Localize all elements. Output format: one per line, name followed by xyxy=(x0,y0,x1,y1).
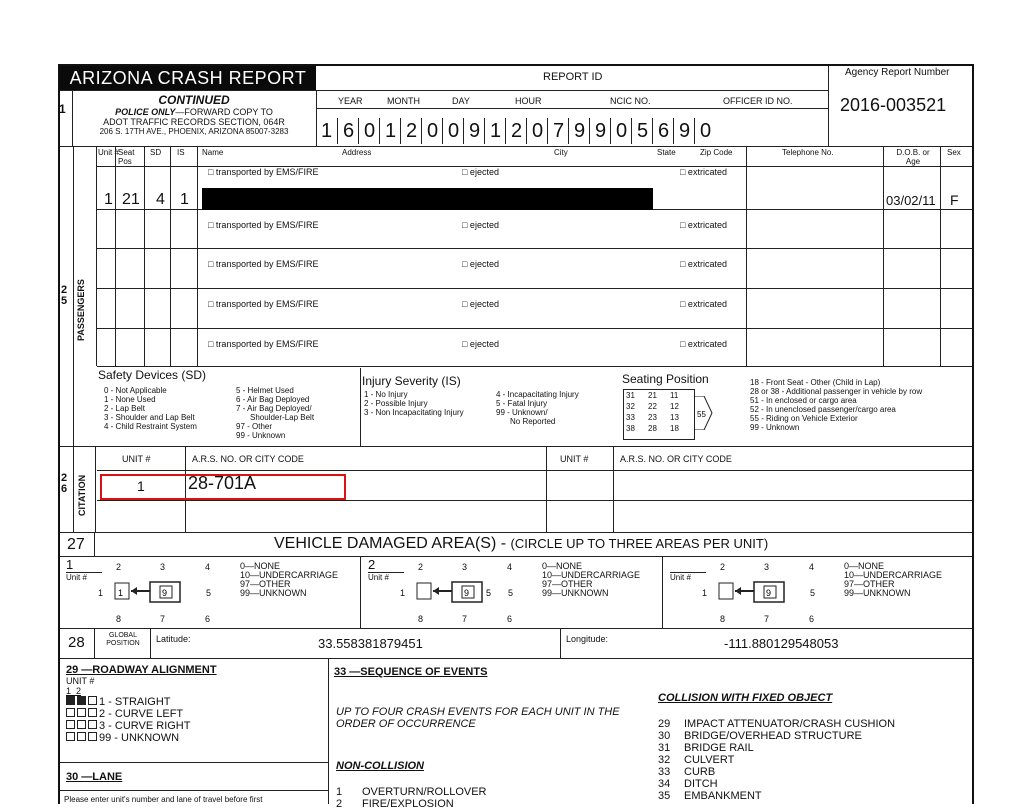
col-name: Name xyxy=(202,148,224,157)
damage-code: 0—NONE xyxy=(844,561,885,571)
seat-grid-cell: 38 xyxy=(626,424,635,433)
damage-box-value: 1 xyxy=(118,588,124,598)
seat-55: 55 xyxy=(697,410,706,419)
section-number: 28 xyxy=(68,634,85,651)
seat-grid-cell: 28 xyxy=(648,424,657,433)
fixed-object-item-label: EMBANKMENT xyxy=(684,790,762,802)
alignment-checkbox[interactable] xyxy=(77,696,86,705)
is-legend-item: 99 - Unknown/ xyxy=(496,408,548,417)
sd-legend-item: 6 - Air Bag Deployed xyxy=(236,395,310,404)
address-line-2: 206 S. 17TH AVE., PHOENIX, ARIZONA 85007-3283 xyxy=(99,127,289,136)
address-line-1: ADOT TRAFFIC RECORDS SECTION, 064R xyxy=(103,117,285,127)
col-sd: SD xyxy=(150,148,162,157)
alignment-option-label: 2 - CURVE LEFT xyxy=(99,708,184,720)
report-id-digit: 0 xyxy=(442,118,464,144)
damage-box-value: 9 xyxy=(162,588,168,598)
report-id-digit: 1 xyxy=(484,118,506,144)
seat-grid-cell: 21 xyxy=(648,391,657,400)
passenger-unit: 1 xyxy=(104,191,113,208)
damage-subtitle: (CIRCLE UP TO THREE AREAS PER UNIT) xyxy=(510,536,769,551)
sd-legend-item: 7 - Air Bag Deployed/ xyxy=(236,404,312,413)
damage-code: 0—NONE xyxy=(542,561,583,571)
damage-area-number[interactable]: 5 xyxy=(810,588,816,598)
citation-unit-label-2: UNIT # xyxy=(560,454,589,464)
col-zip: Zip Code xyxy=(700,148,733,157)
report-id-digit: 2 xyxy=(400,118,422,144)
is-legend-item: 2 - Possible Injury xyxy=(364,399,428,408)
alignment-section xyxy=(66,664,328,744)
alignment-checkbox[interactable] xyxy=(77,720,86,729)
damage-area-number[interactable]: 8 xyxy=(720,614,726,624)
events-title: 33 —SEQUENCE OF EVENTS xyxy=(334,666,488,678)
is-legend-item: 3 - Non Incapacitating Injury xyxy=(364,408,464,417)
section-number: 1 xyxy=(59,102,66,116)
seat-grid-cell: 23 xyxy=(648,413,657,422)
fixed-object-item-number: 31 xyxy=(658,742,671,754)
damage-area-number[interactable]: 6 xyxy=(507,614,513,624)
fixed-object-item-number: 30 xyxy=(658,730,671,742)
section-number: 2 6 xyxy=(61,472,68,495)
damage-area-number[interactable]: 4 xyxy=(507,562,513,572)
report-id-digit: 0 xyxy=(694,118,716,144)
seat-grid-cell: 11 xyxy=(670,391,679,400)
ejected-checkbox[interactable]: □ ejected xyxy=(462,339,499,349)
lane-text: Please enter unit's number and lane of travel before first xyxy=(64,795,263,804)
noncollision-title: NON-COLLISION xyxy=(336,760,424,772)
report-id-digit: 9 xyxy=(673,118,695,144)
vehicle-diagram xyxy=(718,580,798,606)
fixed-object-item-number: 35 xyxy=(658,790,671,802)
alignment-checkbox[interactable] xyxy=(88,708,97,717)
col-seat: Seat Pos xyxy=(118,148,135,166)
fixed-object-item xyxy=(658,766,895,778)
damage-area-number[interactable]: 4 xyxy=(205,562,211,572)
fixed-object-item xyxy=(658,730,895,742)
police-only-label: POLICE ONLY xyxy=(115,107,176,117)
report-id-digit: 7 xyxy=(547,118,569,144)
seat-grid-cell: 32 xyxy=(626,402,635,411)
ems-checkbox[interactable]: □ transported by EMS/FIRE xyxy=(208,259,319,269)
alignment-option xyxy=(66,732,328,744)
sd-legend-item: 3 - Shoulder and Lap Belt xyxy=(104,413,195,422)
alignment-option-label: 99 - UNKNOWN xyxy=(99,732,180,744)
report-id-digit: 0 xyxy=(421,118,443,144)
redacted-block xyxy=(202,188,653,210)
fixed-object-item xyxy=(658,790,895,802)
continued-label: CONTINUED xyxy=(158,93,230,107)
alignment-checkbox[interactable] xyxy=(77,708,86,717)
lon-label: Longitude: xyxy=(566,634,609,644)
damage-area-number[interactable]: 2 xyxy=(418,562,424,572)
damage-area-number[interactable]: 6 xyxy=(809,614,815,624)
seat-grid-cell: 31 xyxy=(626,391,635,400)
alignment-option xyxy=(66,696,328,708)
noncollision-list xyxy=(336,786,487,810)
alignment-checkbox[interactable] xyxy=(66,696,75,705)
alignment-option xyxy=(66,708,328,720)
report-id-digit: 9 xyxy=(568,118,590,144)
fixed-object-item xyxy=(658,778,895,790)
col-city: City xyxy=(554,148,568,157)
section-number: 2 5 xyxy=(61,284,68,307)
noncollision-item-number: 2 xyxy=(336,798,343,810)
citation-unit-value: 1 xyxy=(137,478,145,494)
damage-area-number[interactable]: 1 xyxy=(702,588,708,598)
sd-legend-item: 99 - Unknown xyxy=(236,431,286,440)
col-dob: D.O.B. or Age xyxy=(896,148,930,166)
seat-legend-item: 51 - In enclosed or cargo area xyxy=(750,396,857,405)
report-id-digit: 1 xyxy=(320,120,333,142)
extricated-checkbox[interactable]: □ extricated xyxy=(680,299,727,309)
damage-area-number[interactable]: 1 xyxy=(400,588,406,598)
ems-checkbox[interactable]: □ transported by EMS/FIRE xyxy=(208,299,319,309)
is-legend-item: No Reported xyxy=(510,417,556,426)
sd-legend-item: 0 - Not Applicable xyxy=(104,386,167,395)
damage-area-number[interactable]: 7 xyxy=(462,614,468,624)
fixed-object-item-label: CURB xyxy=(684,766,716,778)
day-label: DAY xyxy=(452,96,470,106)
alignment-option-label: 3 - CURVE RIGHT xyxy=(99,720,191,732)
report-id-digit: 0 xyxy=(526,118,548,144)
damage-area-number[interactable]: 4 xyxy=(809,562,815,572)
col-is: IS xyxy=(177,148,185,157)
seat-grid-cell: 13 xyxy=(670,413,679,422)
damage-area-number[interactable]: 1 xyxy=(98,588,104,598)
fixed-object-item-number: 29 xyxy=(658,718,671,730)
col-phone: Telephone No. xyxy=(782,148,834,157)
lane-title: 30 —LANE xyxy=(66,771,123,783)
alignment-units: 1 2 xyxy=(66,686,82,696)
damage-code: 97—OTHER xyxy=(844,579,895,589)
report-id-label: REPORT ID xyxy=(543,71,603,83)
noncollision-item xyxy=(336,786,487,798)
col-state: State xyxy=(657,148,676,157)
alignment-checkbox[interactable] xyxy=(88,732,97,741)
lat-value: 33.558381879451 xyxy=(318,636,423,651)
damage-area-number[interactable]: 7 xyxy=(764,614,770,624)
is-legend-item: 4 - Incapacitating Injury xyxy=(496,390,579,399)
damage-area-number[interactable]: 3 xyxy=(160,562,166,572)
ejected-checkbox[interactable]: □ ejected xyxy=(462,259,499,269)
damage-code: 10—UNDERCARRIAGE xyxy=(240,570,339,580)
passenger-sex: F xyxy=(950,192,959,208)
report-id-digit: 6 xyxy=(652,118,674,144)
officer-label: OFFICER ID NO. xyxy=(723,96,793,106)
noncollision-item-number: 1 xyxy=(336,786,343,798)
lat-label: Latitude: xyxy=(156,634,191,644)
report-id-digit: 0 xyxy=(358,118,380,144)
ems-checkbox[interactable]: □ transported by EMS/FIRE xyxy=(208,167,319,177)
title-bar: ARIZONA CRASH REPORT xyxy=(60,66,316,90)
ejected-checkbox[interactable]: □ ejected xyxy=(462,220,499,230)
fixed-object-item xyxy=(658,742,895,754)
damage-code: 99—UNKNOWN xyxy=(844,588,911,598)
fixed-object-item-label: BRIDGE RAIL xyxy=(684,742,754,754)
passenger-is: 1 xyxy=(180,191,189,208)
seat-legend-item: 55 - Riding on Vehicle Exterior xyxy=(750,414,858,423)
report-id-digit: 1 xyxy=(379,118,401,144)
alignment-unit-label: UNIT # xyxy=(66,676,95,686)
damage-title: VEHICLE DAMAGED AREA(S) - (CIRCLE UP TO THREE AREAS PER UNIT) xyxy=(274,535,769,552)
damage-code: 97—OTHER xyxy=(542,579,593,589)
seat-grid-cell: 33 xyxy=(626,413,635,422)
damage-unit-number: 1 xyxy=(66,557,74,572)
sd-legend-item: 97 - Other xyxy=(236,422,273,431)
alignment-checkbox[interactable] xyxy=(66,720,75,729)
sd-title: Safety Devices (SD) xyxy=(98,368,207,382)
seat-text xyxy=(750,378,922,432)
fixed-object-item xyxy=(658,718,895,730)
alignment-checkbox[interactable] xyxy=(88,720,97,729)
damage-code: 97—OTHER xyxy=(240,579,291,589)
citation-ars-label-2: A.R.S. NO. OR CITY CODE xyxy=(620,454,732,464)
damage-box-value: 5 xyxy=(486,588,492,598)
fixed-object-list xyxy=(658,718,895,802)
events-instructions: UP TO FOUR CRASH EVENTS FOR EACH UNIT IN THE ORDER OF OCCURRENCE xyxy=(336,706,620,730)
report-id-digit: 9 xyxy=(589,118,611,144)
col-unit: Unit # xyxy=(98,148,119,157)
damage-code: 10—UNDERCARRIAGE xyxy=(844,570,943,580)
seat-legend-item: 18 - Front Seat - Other (Child in Lap) xyxy=(750,378,881,387)
extricated-checkbox[interactable]: □ extricated xyxy=(680,167,727,177)
alignment-checkbox[interactable] xyxy=(66,732,75,741)
fixed-object-item-label: BRIDGE/OVERHEAD STRUCTURE xyxy=(684,730,862,742)
damage-unit-number: 2 xyxy=(368,557,376,572)
report-id-digit: 0 xyxy=(610,118,632,144)
ejected-checkbox[interactable]: □ ejected xyxy=(462,299,499,309)
fixed-object-item xyxy=(658,754,895,766)
fixed-object-item-number: 34 xyxy=(658,778,671,790)
col-sex: Sex xyxy=(947,148,961,157)
ejected-checkbox[interactable]: □ ejected xyxy=(462,167,499,177)
seat-legend-item: 52 - In unenclosed passenger/cargo area xyxy=(750,405,896,414)
damage-box-value: 9 xyxy=(464,588,470,598)
crash-report-form xyxy=(58,64,974,810)
damage-box-value: 9 xyxy=(766,588,772,598)
alignment-title: 29 —ROADWAY ALIGNMENT xyxy=(66,664,217,676)
vehicle-diagram xyxy=(416,580,496,606)
damage-area-number[interactable]: 2 xyxy=(116,562,122,572)
seat-grid-cell: 18 xyxy=(670,424,679,433)
alignment-option xyxy=(66,720,328,732)
is-title: Injury Severity (IS) xyxy=(362,374,461,388)
seat-grid-cell: 12 xyxy=(670,402,679,411)
damage-code: 99—UNKNOWN xyxy=(542,588,609,598)
damage-area-number[interactable]: 6 xyxy=(205,614,211,624)
is-legend xyxy=(362,374,620,426)
citation-unit-label: UNIT # xyxy=(122,454,151,464)
alignment-checkbox[interactable] xyxy=(88,696,97,705)
ems-checkbox[interactable]: □ transported by EMS/FIRE xyxy=(208,339,319,349)
section-number: 27 xyxy=(67,536,85,553)
highlight-box xyxy=(100,474,346,500)
forward-text: —FORWARD COPY TO xyxy=(175,107,273,117)
seat-legend-item: 99 - Unknown xyxy=(750,423,800,432)
report-id-digit: 9 xyxy=(463,118,485,144)
fixed-object-title: COLLISION WITH FIXED OBJECT xyxy=(658,692,833,704)
sd-legend-item: 2 - Lap Belt xyxy=(104,404,145,413)
damage-unit-label: Unit # xyxy=(368,572,404,582)
damage-code: 10—UNDERCARRIAGE xyxy=(542,570,641,580)
fixed-object-item-label: CULVERT xyxy=(684,754,735,766)
fixed-object-item-label: IMPACT ATTENUATOR/CRASH CUSHION xyxy=(684,718,896,730)
extricated-checkbox[interactable]: □ extricated xyxy=(680,220,727,230)
alignment-checkbox[interactable] xyxy=(66,708,75,717)
alignment-option-label: 1 - STRAIGHT xyxy=(99,696,171,708)
sd-legend-item: 4 - Child Restraint System xyxy=(104,422,197,431)
agency-number: 2016-003521 xyxy=(840,95,947,115)
report-id-digit: 6 xyxy=(337,118,359,144)
damage-area-number[interactable]: 2 xyxy=(720,562,726,572)
citation-ars-label: A.R.S. NO. OR CITY CODE xyxy=(192,454,304,464)
damage-unit-label: Unit # xyxy=(670,572,706,582)
report-id-digit: 2 xyxy=(505,118,527,144)
damage-area-number[interactable]: 8 xyxy=(418,614,424,624)
damage-area-number[interactable]: 3 xyxy=(764,562,770,572)
fixed-object-item-number: 32 xyxy=(658,754,671,766)
damage-area-number[interactable]: 5 xyxy=(206,588,212,598)
vehicle-diagram xyxy=(114,580,194,606)
is-legend-item: 1 - No Injury xyxy=(364,390,408,399)
extricated-checkbox[interactable]: □ extricated xyxy=(680,259,727,269)
extricated-checkbox[interactable]: □ extricated xyxy=(680,339,727,349)
report-id-digit: 5 xyxy=(631,118,653,144)
damage-code: 99—UNKNOWN xyxy=(240,588,307,598)
damage-area-number[interactable]: 8 xyxy=(116,614,122,624)
fixed-object-item-label: DITCH xyxy=(684,778,718,790)
passenger-sd: 4 xyxy=(156,191,165,208)
damage-code: 0—NONE xyxy=(240,561,281,571)
col-address: Address xyxy=(342,148,372,157)
seat-legend-item: 28 or 38 - Additional passenger in vehicle by row xyxy=(750,387,923,396)
hour-label: HOUR xyxy=(515,96,542,106)
ems-checkbox[interactable]: □ transported by EMS/FIRE xyxy=(208,220,319,230)
damage-area-number[interactable]: 5 xyxy=(508,588,514,598)
noncollision-item-label: FIRE/EXPLOSION xyxy=(362,798,454,810)
damage-area-number[interactable]: 7 xyxy=(160,614,166,624)
passenger-seat: 21 xyxy=(122,191,140,208)
is-legend-item: 5 - Fatal Injury xyxy=(496,399,548,408)
damage-unit-label: Unit # xyxy=(66,572,102,582)
sd-legend-item: Shoulder-Lap Belt xyxy=(250,413,315,422)
month-label: MONTH xyxy=(387,96,420,106)
year-label: YEAR xyxy=(338,96,363,106)
damage-area-number[interactable]: 3 xyxy=(462,562,468,572)
sd-legend-item: 1 - None Used xyxy=(104,395,156,404)
agency-label: Agency Report Number xyxy=(845,67,950,78)
ncic-label: NCIC NO. xyxy=(610,96,651,106)
citation-side-label: CITATION xyxy=(77,474,87,516)
citation-ars-value: 28-701A xyxy=(188,473,257,493)
seating-legend xyxy=(622,372,752,433)
seat-title: Seating Position xyxy=(622,372,709,386)
seat-grid-cell: 22 xyxy=(648,402,657,411)
gps-label: GLOBAL POSITION xyxy=(106,632,140,647)
fixed-object-item-number: 33 xyxy=(658,766,671,778)
noncollision-item xyxy=(336,798,487,810)
alignment-checkbox[interactable] xyxy=(77,732,86,741)
sd-legend xyxy=(98,368,361,447)
passenger-dob: 03/02/11 xyxy=(886,193,936,208)
passengers-side-label: PASSENGERS xyxy=(76,279,86,341)
noncollision-item-label: OVERTURN/ROLLOVER xyxy=(362,786,487,798)
sd-legend-item: 5 - Helmet Used xyxy=(236,386,294,395)
lon-value: -111.880129548053 xyxy=(724,636,839,651)
